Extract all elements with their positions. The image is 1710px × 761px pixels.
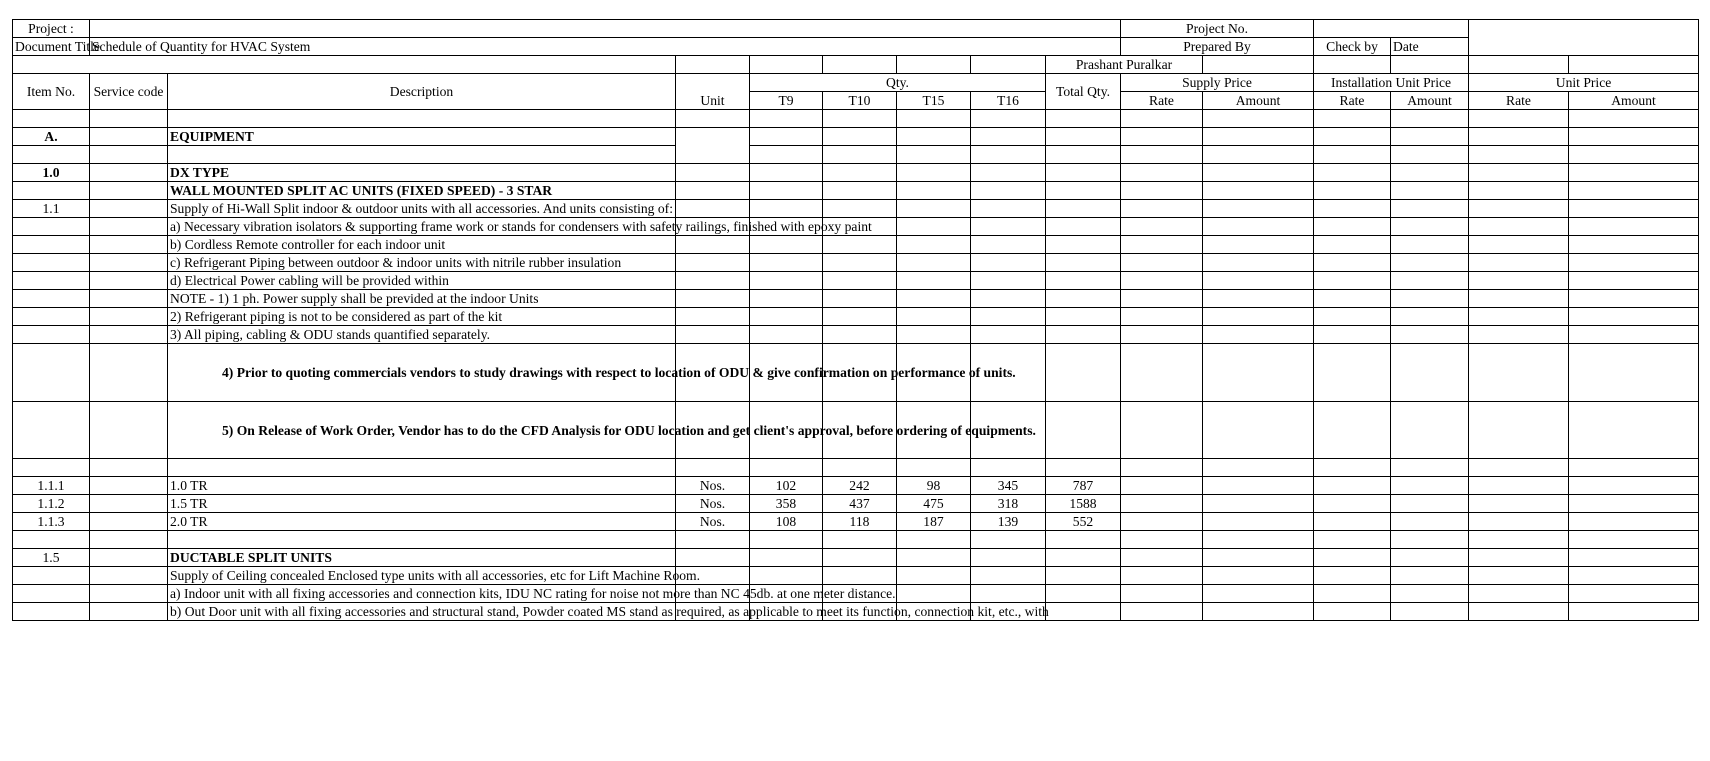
document-title-value: Schedule of Quantity for HVAC System xyxy=(90,38,1121,56)
col-t15: T15 xyxy=(897,92,971,110)
col-t10: T10 xyxy=(823,92,897,110)
col-t16: T16 xyxy=(971,92,1046,110)
item-description: b) Out Door unit with all fixing accessories and structural stand, Powder coated MS stand as required, as applicable to meet its function, connection kit, etc., with xyxy=(168,603,676,621)
table-row xyxy=(13,290,1699,308)
item-no: 1.1.3 xyxy=(13,513,90,531)
qty-t15: 475 xyxy=(897,495,971,513)
col-supply-amount: Amount xyxy=(1203,92,1314,110)
column-header-row-1 xyxy=(13,74,1699,92)
table-row xyxy=(13,567,1699,585)
table-row xyxy=(13,344,1699,402)
boq-sheet xyxy=(12,19,1699,621)
date-label: Date xyxy=(1391,38,1469,56)
qty-t15: 98 xyxy=(897,477,971,495)
header-blank-box xyxy=(1469,20,1699,56)
table-row xyxy=(13,477,1699,495)
col-item-no: Item No. xyxy=(13,74,90,110)
item-no: 1.1.1 xyxy=(13,477,90,495)
qty-total: 1588 xyxy=(1046,495,1121,513)
table-row xyxy=(13,513,1699,531)
item-description: c) Refrigerant Piping between outdoor & indoor units with nitrile rubber insulation xyxy=(168,254,676,272)
qty-t15: 187 xyxy=(897,513,971,531)
project-no-value xyxy=(1314,20,1469,38)
item-unit: Nos. xyxy=(676,477,750,495)
header-row-project xyxy=(13,20,1699,38)
qty-t16: 345 xyxy=(971,477,1046,495)
table-row xyxy=(13,308,1699,326)
col-total-qty: Total Qty. xyxy=(1046,74,1121,110)
item-description: 4) Prior to quoting commercials vendors to study drawings with respect to location of ODU & give confirmation on performance of units. xyxy=(168,344,676,402)
item-description: a) Necessary vibration isolators & supporting frame work or stands for condensers with safety railings, finished with epoxy paint xyxy=(168,218,676,236)
table-row xyxy=(13,549,1699,567)
col-supply-price: Supply Price xyxy=(1121,74,1314,92)
table-row xyxy=(13,218,1699,236)
item-description: 2) Refrigerant piping is not to be considered as part of the kit xyxy=(168,308,676,326)
qty-total: 787 xyxy=(1046,477,1121,495)
table-row xyxy=(13,495,1699,513)
header-row-document xyxy=(13,38,1699,56)
item-description: 2.0 TR xyxy=(168,513,676,531)
item-no: 1.0 xyxy=(13,164,90,182)
item-description: 3) All piping, cabling & ODU stands quantified separately. xyxy=(168,326,676,344)
prepared-by-value: Prashant Puralkar xyxy=(1046,56,1203,74)
item-unit: Nos. xyxy=(676,495,750,513)
col-supply-rate: Rate xyxy=(1121,92,1203,110)
item-description: EQUIPMENT xyxy=(168,128,676,146)
col-t9: T9 xyxy=(750,92,823,110)
qty-t9: 358 xyxy=(750,495,823,513)
col-qty: Qty. xyxy=(750,74,1046,92)
item-description: DX TYPE xyxy=(168,164,676,182)
col-install-rate: Rate xyxy=(1314,92,1391,110)
qty-t10: 118 xyxy=(823,513,897,531)
col-unit: Unit xyxy=(676,74,750,110)
item-no: 1.1 xyxy=(13,200,90,218)
qty-t9: 102 xyxy=(750,477,823,495)
table-row xyxy=(13,200,1699,218)
item-no: 1.5 xyxy=(13,549,90,567)
table-row xyxy=(13,164,1699,182)
table-row xyxy=(13,110,1699,128)
qty-total: 552 xyxy=(1046,513,1121,531)
project-value xyxy=(90,20,1121,38)
col-service-code: Service code xyxy=(90,74,168,110)
item-description: 1.5 TR xyxy=(168,495,676,513)
project-no-label: Project No. xyxy=(1121,20,1314,38)
qty-t9: 108 xyxy=(750,513,823,531)
item-description: Supply of Hi-Wall Split indoor & outdoor units with all accessories. And units consisting of: xyxy=(168,200,676,218)
qty-t10: 437 xyxy=(823,495,897,513)
table-row xyxy=(13,585,1699,603)
schedule-of-quantity-table xyxy=(12,19,1699,621)
item-no: 1.1.2 xyxy=(13,495,90,513)
item-description: NOTE - 1) 1 ph. Power supply shall be previded at the indoor Units xyxy=(168,290,676,308)
table-row xyxy=(13,236,1699,254)
qty-t10: 242 xyxy=(823,477,897,495)
item-description: Supply of Ceiling concealed Enclosed type units with all accessories, etc for Lift Machine Room. xyxy=(168,567,676,585)
prepared-by-label: Prepared By xyxy=(1121,38,1314,56)
col-description: Description xyxy=(168,74,676,110)
table-row xyxy=(13,531,1699,549)
table-row xyxy=(13,603,1699,621)
qty-t16: 139 xyxy=(971,513,1046,531)
table-row xyxy=(13,146,1699,164)
qty-t16: 318 xyxy=(971,495,1046,513)
item-description: d) Electrical Power cabling will be provided within xyxy=(168,272,676,290)
header-row-names xyxy=(13,56,1699,74)
table-row xyxy=(13,182,1699,200)
item-description: a) Indoor unit with all fixing accessories and connection kits, IDU NC rating for noise not more than NC 45db. at one meter distance. xyxy=(168,585,676,603)
col-install-amount: Amount xyxy=(1391,92,1469,110)
document-title-label: Document Title xyxy=(13,38,90,56)
table-row xyxy=(13,254,1699,272)
item-description: b) Cordless Remote controller for each indoor unit xyxy=(168,236,676,254)
table-row xyxy=(13,272,1699,290)
table-row xyxy=(13,459,1699,477)
table-row xyxy=(13,402,1699,459)
item-description: DUCTABLE SPLIT UNITS xyxy=(168,549,676,567)
item-unit: Nos. xyxy=(676,513,750,531)
item-description: 5) On Release of Work Order, Vendor has to do the CFD Analysis for ODU location and get client's approval, before ordering of equipments. xyxy=(168,402,676,459)
col-installation-price: Installation Unit Price xyxy=(1314,74,1469,92)
col-unit-amount: Amount xyxy=(1569,92,1699,110)
check-by-label: Check by xyxy=(1314,38,1391,56)
col-unit-rate: Rate xyxy=(1469,92,1569,110)
table-row xyxy=(13,128,1699,146)
table-row xyxy=(13,326,1699,344)
item-description: WALL MOUNTED SPLIT AC UNITS (FIXED SPEED) - 3 STAR xyxy=(168,182,676,200)
item-description: 1.0 TR xyxy=(168,477,676,495)
project-label: Project : xyxy=(13,20,90,38)
item-no: A. xyxy=(13,128,90,146)
col-unit-price: Unit Price xyxy=(1469,74,1699,92)
